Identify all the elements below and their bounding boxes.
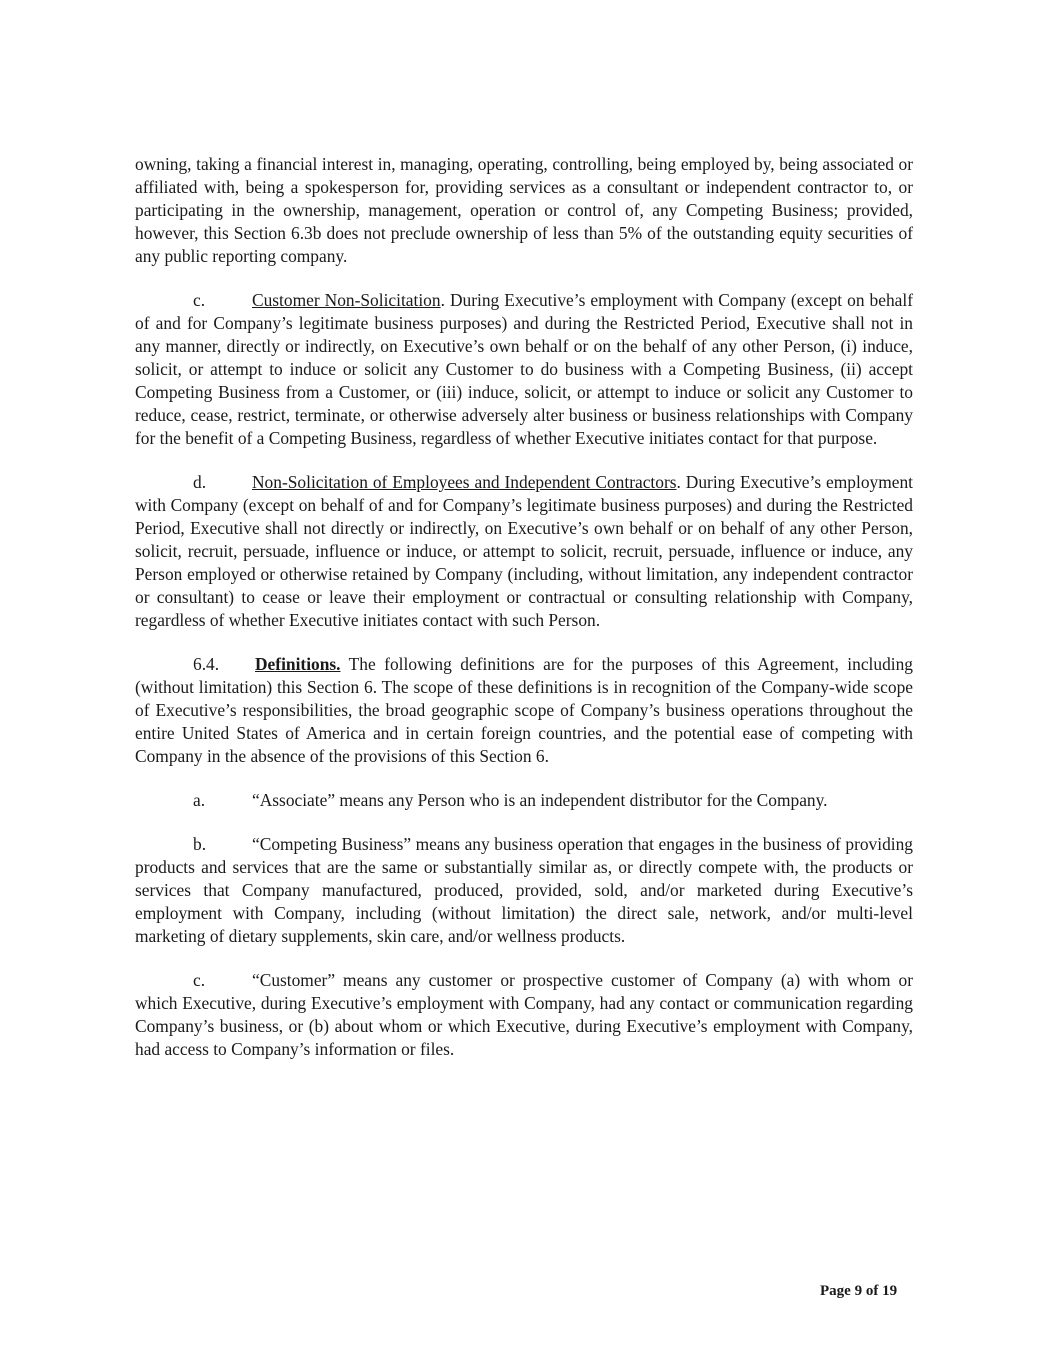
paragraph-customer-non-solicitation xyxy=(135,289,913,450)
paragraph-marker: 6.4. xyxy=(193,654,220,674)
page-number: Page 9 of 19 xyxy=(820,1283,898,1299)
paragraph-marker: a. xyxy=(193,790,206,810)
paragraph-text: owning, taking a financial interest in, managing, operating, controlling, being employed by, being associated or affiliated with, being a spokesperson for, providing services as a consultant or independent contractor to, or participating in the ownership, management, operation or control of, any Competing Business; provided, however, this Section 6.3b does not preclude ownership of less than 5% of the outstanding equity securities of any public reporting company. xyxy=(135,154,913,266)
paragraph-text: “Customer” means any customer or prospective customer of Company (a) with whom or which Executive, during Executive’s employment with Company, had any contact or communication regarding Company’s business, or (b) about whom or which Executive, during Executive’s employment with Company, had access to Company’s information or files. xyxy=(135,970,913,1059)
paragraph-marker: b. xyxy=(193,834,207,854)
paragraph-text: “Associate” means any Person who is an independent distributor for the Company. xyxy=(252,790,828,810)
paragraph-heading: Non-Solicitation of Employees and Independent Contractors xyxy=(252,472,677,492)
paragraph-marker: d. xyxy=(193,472,207,492)
paragraph-continuation xyxy=(135,153,913,268)
paragraph-marker: c. xyxy=(193,970,206,990)
paragraph-associate-definition xyxy=(135,789,913,812)
paragraph-text: . During Executive’s employment with Company (except on behalf of and for Company’s legitimate business purposes) and during the Restricted Period, Executive shall not in any manner, directly or indirectly, on Executive’s own behalf or on the behalf of any other Person, (i) induce, solicit, or attempt to induce or solicit any Customer to do business with a Competing Business, (ii) accept Competing Business from a Customer, or (iii) induce, solicit, or attempt to induce or solicit any Customer to reduce, cease, restrict, terminate, or otherwise adversely alter business or business relationships with Company for the benefit of a Competing Business, regardless of whether Executive initiates contact for that purpose. xyxy=(135,290,913,448)
paragraph-employee-non-solicitation xyxy=(135,471,913,632)
paragraph-competing-business-definition xyxy=(135,833,913,948)
document-body xyxy=(135,153,913,1082)
paragraph-heading: Customer Non-Solicitation xyxy=(252,290,441,310)
paragraph-text: . During Executive’s employment with Company (except on behalf of and for Company’s legitimate business purposes) and during the Restricted Period, Executive shall not directly or indirectly, on Executive’s own behalf or on behalf of any other Person, solicit, recruit, persuade, influence or induce, or attempt to solicit, recruit, persuade, influence or induce, any Person employed or otherwise retained by Company (including, without limitation, any independent contractor or consultant) to cease or leave their employment or contractual or consulting relationship with Company, regardless of whether Executive initiates contact with such Person. xyxy=(135,472,913,630)
paragraph-text: “Competing Business” means any business operation that engages in the business of providing products and services that are the same or substantially similar as, or directly compete with, the products or services that Company manufactured, produced, provided, sold, and/or marketed during Executive’s employment with Company, including (without limitation) the direct sale, network, and/or multi-level marketing of dietary supplements, skin care, and/or wellness products. xyxy=(135,834,913,946)
paragraph-customer-definition xyxy=(135,969,913,1061)
paragraph-definitions xyxy=(135,653,913,768)
paragraph-marker: c. xyxy=(193,290,206,310)
paragraph-heading: Definitions. xyxy=(255,654,341,674)
paragraph-text: The following definitions are for the purposes of this Agreement, including (without limitation) this Section 6. The scope of these definitions is in recognition of the Company-wide scope of Executive’s responsibilities, the broad geographic scope of Company’s business operations throughout the entire United States of America and in certain foreign countries, and the potential ease of competing with Company in the absence of the provisions of this Section 6. xyxy=(135,654,913,766)
